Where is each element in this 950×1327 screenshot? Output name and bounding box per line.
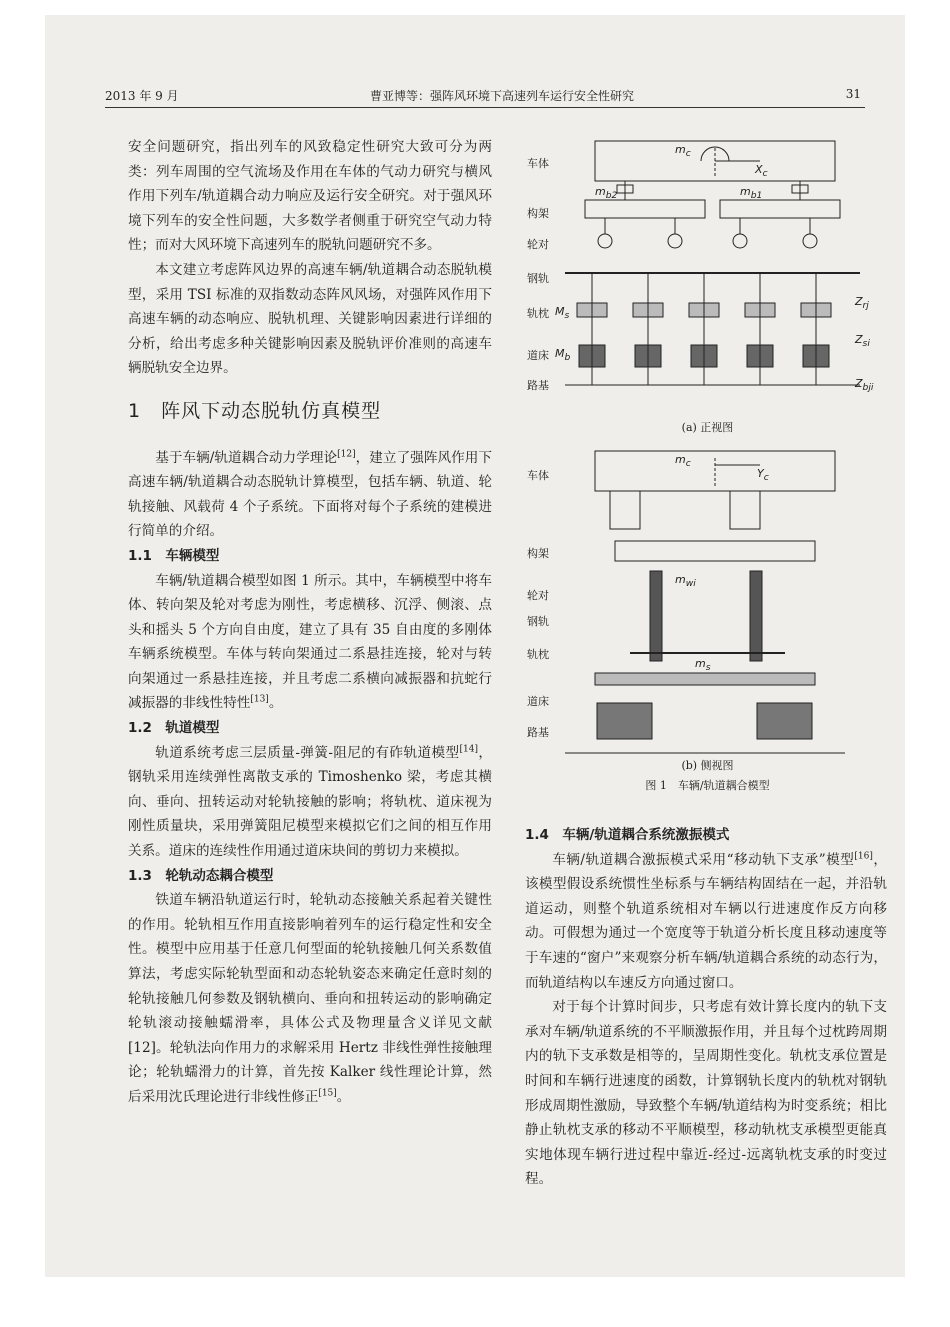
label-sleeper-b: 轨枕 — [527, 648, 549, 661]
right-column — [525, 823, 887, 1192]
symbol-zb: $Z_{bji}$ — [855, 377, 874, 394]
figure-caption: 图 1 车辆/轨道耦合模型 — [645, 779, 770, 792]
citation[interactable]: [16] — [854, 851, 873, 862]
label-subgrade-b: 路基 — [527, 726, 549, 739]
label-bogie-a: 构架 — [527, 207, 549, 220]
caption-a: (a) 正视图 — [681, 421, 734, 434]
symbol-mc-side: $m_c$ — [675, 453, 691, 470]
bogie-side — [615, 541, 815, 561]
running-header — [105, 83, 865, 108]
section-1-3-paragraph: 铁道车辆沿轨道运行时，轮轨动态接触关系起着关键性的作用。轮轨相互作用直接影响着列车的运行稳定性和安全性。模型中应用基于任意几何型面的轮轨接触几何关系数值算法，考虑实际轮轨型面和动态轮轨姿态来确定任意时刻的轮轨接触几何参数及钢轨横向、垂向和扭转运动的影响确定轮轨滚动接触蠕滑率，具体公式及物理量含义详见文献[12]。轮轨法向作用力的求解采用 Hertz 非线性弹性接触理论；轮轨蠕滑力的计算，首先按 Kalker 线性理论计算，然后采用沈氏理论进行非线性修正[15]。 — [128, 892, 492, 1105]
label-sleeper-a: 轨枕 — [527, 307, 549, 320]
symbol-mc: $m_c$ — [675, 143, 691, 160]
symbol-mb: $M_b$ — [555, 347, 571, 364]
header-date: 2013 年 9 月 — [105, 89, 179, 103]
label-car-body-b: 车体 — [527, 469, 549, 482]
section-1-2-heading: 1.2 轨道模型 — [128, 720, 220, 737]
label-wheelset-a: 轮对 — [527, 238, 549, 251]
symbol-ms-side: $m_s$ — [695, 657, 711, 674]
bogie-1 — [720, 200, 840, 218]
label-rail-a: 钢轨 — [527, 272, 549, 285]
symbol-zs: $Z_{si}$ — [855, 333, 870, 350]
symbol-xc: $X_c$ — [755, 163, 768, 180]
bogie-2 — [585, 200, 705, 218]
figure-1-drawing — [525, 133, 890, 793]
sleeper-side — [595, 673, 815, 685]
citation[interactable]: [15] — [318, 1088, 337, 1099]
label-ballast-b: 道床 — [527, 695, 549, 708]
citation[interactable]: [13] — [250, 694, 269, 705]
citation[interactable]: [14] — [459, 744, 478, 755]
section-1-4-heading: 1.4 车辆/轨道耦合系统激振模式 — [525, 827, 730, 843]
symbol-ms: $M_s$ — [555, 305, 570, 322]
intro-paragraph-2: 本文建立考虑阵风边界的高速车辆/轨道耦合动态脱轨模型，采用 TSI 标准的双指数动态阵风风场，对强阵风作用下高速车辆的动态响应、脱轨机理、关键影响因素进行详细的分析，给出考虑多种关键影响因素及脱轨评价准则的高速车辆脱轨安全边界。 — [128, 261, 492, 377]
page — [45, 15, 905, 1277]
citation[interactable]: [12] — [337, 449, 356, 459]
label-wheelset-b: 轮对 — [527, 589, 549, 602]
section-1-2-paragraph: 轨道系统考虑三层质量-弹簧-阻尼的有砟轨道模型[14]，钢轨采用连续弹性离散支承的 Timoshenko 梁，考虑其横向、垂向、扭转运动对轮轨接触的影响；将轨枕、道床视为刚性质量块，采用弹簧阻尼模型来模拟它们之间的相互作用关系。道床的连续性作用通过道床块间的剪切力来模拟。 — [128, 744, 492, 860]
label-car-body-a: 车体 — [527, 157, 549, 170]
symbol-zr: $Z_{rj}$ — [855, 295, 869, 312]
page-number: 31 — [845, 87, 861, 101]
header-title: 曹亚博等：强阵风环境下高速列车运行安全性研究 — [370, 89, 635, 103]
symbol-yc: $Y_c$ — [757, 467, 769, 484]
section-1-paragraph: 基于车辆/轨道耦合动力学理论[12]，建立了强阵风作用下高速车辆/轨道耦合动态脱轨计算模型，包括车辆、轨道、轮轨接触、风载荷 4 个子系统。下面将对每个子系统的建模进行简单的介绍。 — [128, 449, 492, 540]
symbol-mb2: $m_{b2}$ — [595, 185, 618, 202]
section-1-4-paragraph-1: 车辆/轨道耦合激振模式采用“移动轨下支承”模型[16]，该模型假设系统惯性坐标系与车辆结构固结在一起，并沿轨道运动，则整个轨道系统相对车辆以行进速度作反方向移动。可假想为通过一个宽度等于轨道分析长度且移动速度等于车速的“窗户”来观察分析车辆/轨道耦合系统的动态行为，而轨道结构以车速反方向通过窗口。 — [525, 851, 887, 991]
label-ballast-a: 道床 — [527, 349, 549, 362]
symbol-mw: $m_{wi}$ — [675, 573, 696, 590]
intro-paragraph-1: 安全问题研究，指出列车的风致稳定性研究大致可分为两类：列车周围的空气流场及作用在车体的气动力研究与横风作用下列车/轨道耦合动力响应及运行安全研究。对于强风环境下列车的安全性问题，大多数学者侧重于研究空气动力特性；而对大风环境下高速列车的脱轨问题研究不多。 — [128, 139, 492, 254]
section-1-1-paragraph: 车辆/轨道耦合模型如图 1 所示。其中，车辆模型中将车体、转向架及轮对考虑为刚性，考虑横移、沉浮、侧滚、点头和摇头 5 个方向自由度，建立了具有 35 自由度的多刚体车辆系统模型。车体与转向架通过二系悬挂连接，轮对与转向架通过一系悬挂连接，并且考虑二系横向减振器和抗蛇行减振器的非线性特性[13]。 — [128, 572, 492, 712]
section-1-4-paragraph-2: 对于每个计算时间步，只考虑有效计算长度内的轨下支承对车辆/轨道系统的不平顺激振作用，并且每个过枕跨周期内的轨下支承数是相等的，呈周期性变化。轨枕支承位置是时间和车辆行进速度的函数，计算钢轨长度内的轨枕对钢轨形成周期性激励，导致整个车辆/轨道结构为时变系统；相比静止轨枕支承的移动不平顺模型，移动轨枕支承模型更能真实地体现车辆行进过程中靠近-经过-远离轨枕支承的时变过程。 — [525, 999, 887, 1188]
section-1-3-heading: 1.3 轮轨动态耦合模型 — [128, 867, 274, 884]
section-1-1-heading: 1.1 车辆模型 — [128, 547, 220, 564]
caption-b: (b) 侧视图 — [681, 759, 734, 772]
label-rail-b: 钢轨 — [527, 615, 549, 628]
left-column — [128, 135, 492, 1110]
section-1-heading: 1 阵风下动态脱轨仿真模型 — [128, 399, 382, 422]
symbol-mb1: $m_{b1}$ — [740, 185, 763, 202]
label-bogie-b: 构架 — [527, 547, 549, 560]
label-subgrade-a: 路基 — [527, 379, 549, 392]
figure-1 — [525, 133, 890, 793]
